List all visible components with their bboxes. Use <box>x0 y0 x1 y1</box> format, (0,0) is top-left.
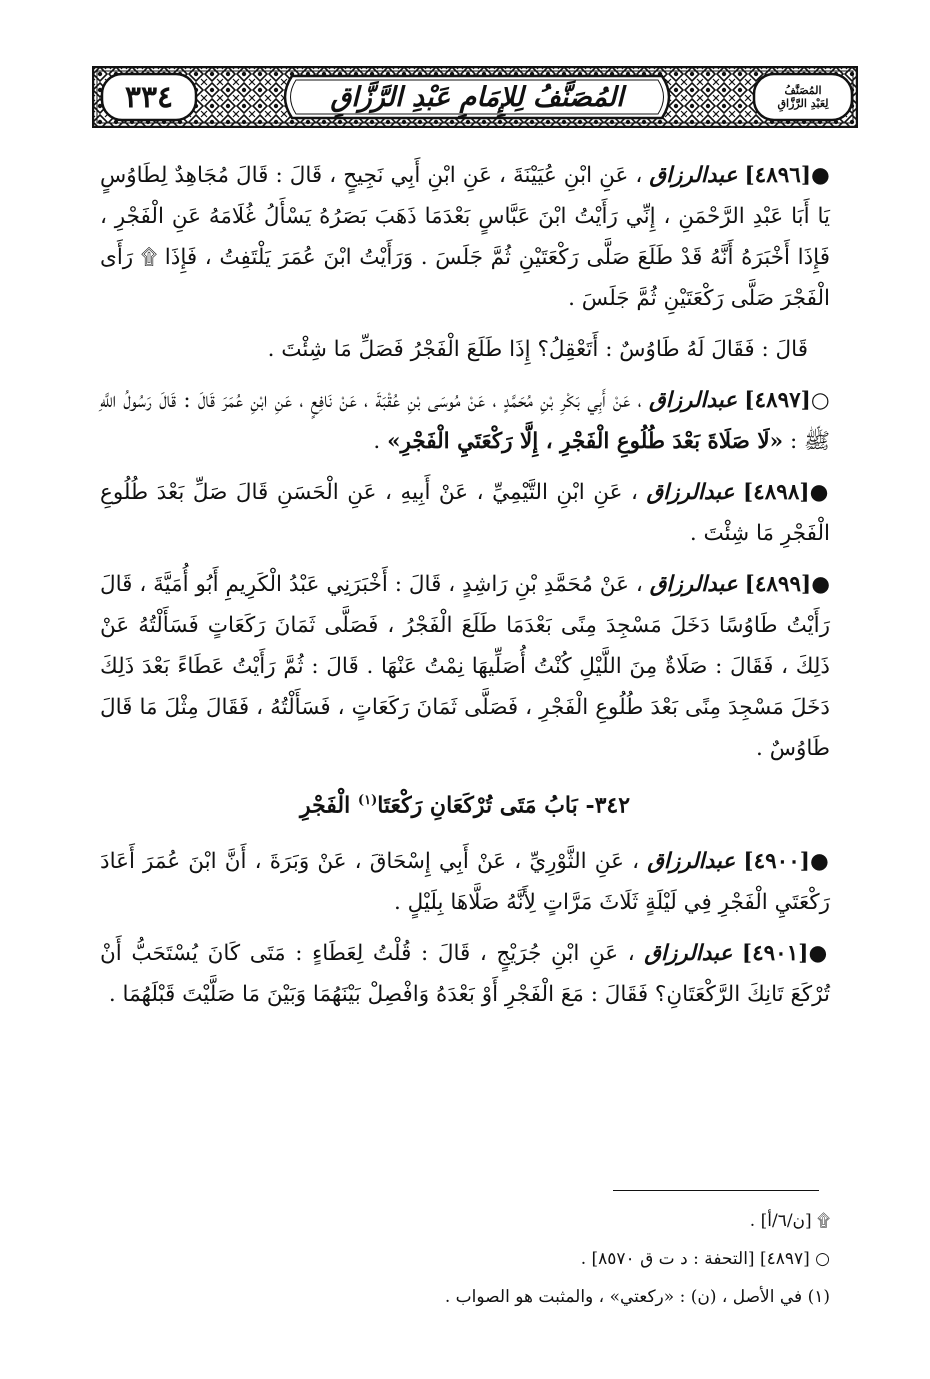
entry-number: [٤٨٩٦] <box>744 163 812 188</box>
entry-4896-continuation <box>100 329 830 370</box>
running-title: المُصَنَّفُ لِلإِمَامِ عَبْدِ الرَّزَّاقِ <box>330 81 624 113</box>
entry-text: ، عَنِ ابْنِ جُرَيْجٍ ، قَالَ : قُلْتُ لِعَطَاءٍ : مَتَى كَانَ يُسْتَحَبُّ أَنْ تُرْكَعَ تَانِكَ الرَّكْعَتَانِ؟ فَقَالَ : مَعَ الْفَجْرِ أَوْ بَعْدَهُ وَافْصِلْ بَيْنَهُمَا وَبَيْنَ مَا صَلَّيْتَ قَبْلَهُمَا . <box>100 941 830 1008</box>
footnote-tuhfa: ○ [٤٨٩٧] [التحفة : د ت ق ٨٥٧٠] . <box>580 1249 830 1269</box>
entry-text: قَالَ : فَقَالَ لَهُ طَاوُسٌ : أَتَعْقِلُ؟ إِذَا طَلَعَ الْفَجْرُ فَصَلِّ مَا شِئْتَ . <box>267 337 808 362</box>
chapter-title-end: الْفَجْرِ <box>299 792 351 819</box>
author-name: عبدالرزاق <box>649 572 738 597</box>
seal-line-2: لِعَبْدِ الرَّزَّاقِ <box>777 97 829 110</box>
page-number: ٣٣٤ <box>124 79 174 115</box>
main-text <box>100 155 830 1025</box>
entry-number: [٤٨٩٩] <box>744 572 812 597</box>
entry-4897 <box>100 380 830 462</box>
book-seal <box>758 75 848 119</box>
author-name: عبدالرزاق <box>646 480 735 505</box>
entry-text: ، عَنِ ابْنِ التَّيْمِيِّ ، عَنْ أَبِيهِ ، عَنِ الْحَسَنِ قَالَ صَلِّ بَعْدَ طُلُوعِ الْفَجْرِ مَا شِئْتَ . <box>100 480 830 546</box>
entry-number: [٤٩٠١] <box>741 941 809 967</box>
chapter-title: بَابُ مَتَى تُرْكَعَانِ رَكْعَتَا <box>377 792 578 819</box>
chapter-heading <box>100 781 830 825</box>
entry-number: [٤٨٩٧] <box>744 388 811 413</box>
entry-tail: . <box>373 429 381 454</box>
entry-marker: ● <box>808 941 830 967</box>
author-name: عبدالرزاق <box>647 849 736 875</box>
entry-marker: ● <box>811 163 831 188</box>
entry-text: ، عَنِ الثَّوْرِيِّ ، عَنْ أَبِي إِسْحَاقَ ، عَنْ وَبَرَةَ ، أَنَّ ابْنَ عُمَرَ أَعَادَ رَكْعَتَيِ الْفَجْرِ فِي لَيْلَةٍ ثَلَاثَ مَرَّاتٍ لِأَنَّهُ صَلَّاهَا بِلَيْلٍ . <box>100 849 830 916</box>
entry-number: [٤٨٩٨] <box>742 480 810 505</box>
footnote-divider <box>613 1190 819 1191</box>
entry-4896 <box>100 155 830 319</box>
entry-4901 <box>100 933 830 1015</box>
entry-marker: ● <box>809 480 830 505</box>
hadith-quote: «لَا صَلَاةَ بَعْدَ طُلُوعِ الْفَجْرِ ، إِلَّا رَكْعَتَيِ الْفَجْرِ» <box>387 429 784 454</box>
entry-marker: ● <box>811 572 831 597</box>
entry-4898 <box>100 472 830 554</box>
author-name: عبدالرزاق <box>644 941 733 967</box>
seal-line-1: المُصَنَّفُ <box>784 84 822 97</box>
chapter-number: ٣٤٢- <box>585 792 631 819</box>
footnote-1: (١) في الأصل ، (ن) : «ركعتي» ، والمثبت هو الصواب . <box>444 1287 830 1307</box>
entry-text: ، عَنْ مُحَمَّدِ بْنِ رَاشِدٍ ، قَالَ : أَخْبَرَنِي عَبْدُ الْكَرِيمِ أَبُو أُمَيَّةَ ، قَالَ رَأَيْتُ طَاوُسًا دَخَلَ مَسْجِدَ مِنًى بَعْدَمَا طَلَعَ الْفَجْرُ ، فَصَلَّى ثَمَانَ رَكَعَاتٍ فَسَأَلْتُهُ عَنْ ذَلِكَ ، فَقَالَ : صَلَاةٌ مِنَ اللَّيْلِ كُنْتُ أُصَلِّيهَا نِمْتُ عَنْهَا . قَالَ : ثُمَّ رَأَيْتُ عَطَاءً بَعْدَ ذَلِكَ دَخَلَ مَسْجِدَ مِنًى بَعْدَ طُلُوعِ الْفَجْرِ ، فَصَلَّى ثَمَانَ رَكَعَاتٍ ، فَسَأَلْتُهُ ، فَقَالَ مِثْلَ مَا قَالَ طَاوُسٌ . <box>100 572 830 761</box>
entry-number: [٤٩٠٠] <box>743 849 810 875</box>
entry-4899 <box>100 564 830 769</box>
entry-marker: ○ <box>810 388 831 413</box>
page-header <box>92 66 858 128</box>
entry-4900 <box>100 841 830 923</box>
entry-marker: ● <box>809 849 831 875</box>
footnote-ref: (١) <box>357 793 378 808</box>
footnote-manuscript: ۩ [ن/٦/أ] . <box>749 1211 830 1231</box>
entry-text: ، عَنْ أَبِي بَكْرِ بْنِ مُحَمَّدٍ ، عَنْ مُوسَى بْنِ عُقْبَةَ ، عَنْ نَافِعٍ ، عَنِ ابْنِ عُمَرَ قَالَ : قَالَ رَسُولُ اللَّهِ ﷺ : <box>100 388 830 454</box>
footnotes <box>100 1202 830 1316</box>
entry-text: ، عَنِ ابْنِ عُيَيْنَةَ ، عَنِ ابْنِ أَبِي نَجِيحٍ ، قَالَ : قَالَ مُجَاهِدٌ لِطَاوُسٍ يَا أَبَا عَبْدِ الرَّحْمَنِ ، إِنِّي رَأَيْتُ ابْنَ عَبَّاسٍ بَعْدَمَا ذَهَبَ بَصَرُهُ يَسْأَلُ غُلَامَهُ عَنِ الْفَجْرِ ، فَإِذَا أَخْبَرَهُ أَنَّهُ قَدْ طَلَعَ صَلَّى رَكْعَتَيْنِ ثُمَّ جَلَسَ . وَرَأَيْتُ ابْنَ عُمَرَ يَلْتَفِتُ ، فَإِذَا ۩ رَأَى الْفَجْرَ صَلَّى رَكْعَتَيْنِ ثُمَّ جَلَسَ . <box>100 163 830 311</box>
author-name: عبدالرزاق <box>649 388 738 413</box>
author-name: عبدالرزاق <box>649 163 738 188</box>
